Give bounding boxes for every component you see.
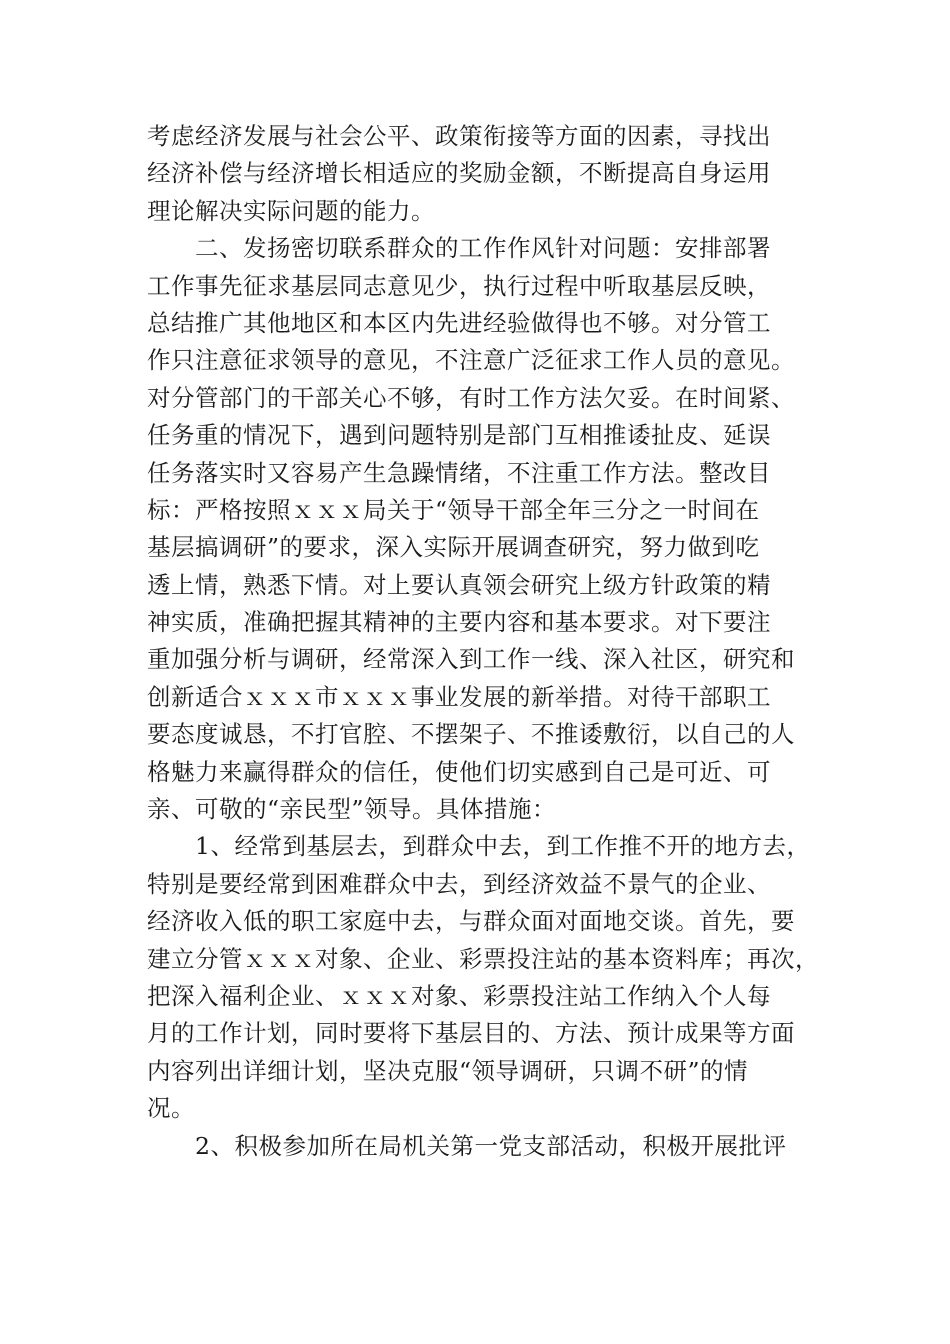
text-line: 透上情，熟悉下情。对上要认真领会研究上级方针政策的精 <box>147 570 771 599</box>
paragraph-first-line: 1、经常到基层去，到群众中去，到工作推不开的地方去， <box>195 832 811 861</box>
text-line: 月的工作计划，同时要将下基层目的、方法、预计成果等方面 <box>147 1019 795 1048</box>
text-line: 经济收入低的职工家庭中去，与群众面对面地交谈。首先，要 <box>147 907 795 936</box>
text-line: 考虑经济发展与社会公平、政策衔接等方面的因素，寻找出 <box>147 122 771 150</box>
text-line: 建立分管ｘｘｘ对象、企业、彩票投注站的基本资料库；再次， <box>147 944 819 973</box>
paragraph-first-line: 二、发扬密切联系群众的工作作风针对问题：安排部署 <box>195 234 771 263</box>
text-line: 任务落实时又容易产生急躁情绪，不注重工作方法。整改目 <box>147 458 771 487</box>
text-line: 亲、可敬的“亲民型”领导。具体措施： <box>147 795 557 824</box>
text-line: 况。 <box>147 1094 195 1123</box>
text-line: 重加强分析与调研，经常深入到工作一线、深入社区，研究和 <box>147 645 795 674</box>
text-line: 经济补偿与经济增长相适应的奖励金额，不断提高自身运用 <box>147 159 771 188</box>
text-line: 神实质，准确把握其精神的主要内容和基本要求。对下要注 <box>147 608 771 637</box>
text-line: 创新适合ｘｘｘ市ｘｘｘ事业发展的新举措。对待干部职工 <box>147 682 771 711</box>
text-line: 标：严格按照ｘｘｘ局关于“领导干部全年三分之一时间在 <box>147 495 760 524</box>
text-line: 把深入福利企业、ｘｘｘ对象、彩票投注站工作纳入个人每 <box>147 981 771 1010</box>
document-body <box>147 118 817 1165</box>
text-line: 工作事先征求基层同志意见少，执行过程中听取基层反映， <box>147 271 771 300</box>
paragraph-first-line: 2、积极参加所在局机关第一党支部活动，积极开展批评 <box>195 1131 787 1160</box>
text-line: 特别是要经常到困难群众中去，到经济效益不景气的企业、 <box>147 869 771 898</box>
text-line: 理论解决实际问题的能力。 <box>147 196 435 225</box>
text-line: 内容列出详细计划，坚决克服“领导调研，只调不研”的情 <box>147 1056 749 1085</box>
text-line: 格魅力来赢得群众的信任，使他们切实感到自己是可近、可 <box>147 757 771 786</box>
text-line: 任务重的情况下，遇到问题特别是部门互相推诿扯皮、延误 <box>147 421 771 450</box>
text-line: 总结推广其他地区和本区内先进经验做得也不够。对分管工 <box>147 308 771 337</box>
text-line: 基层搞调研”的要求，深入实际开展调查研究，努力做到吃 <box>147 533 760 562</box>
text-line: 要态度诚恳，不打官腔、不摆架子、不推诿敷衍，以自己的人 <box>147 720 795 749</box>
text-line: 对分管部门的干部关心不够，有时工作方法欠妥。在时间紧、 <box>147 383 795 412</box>
text-line: 作只注意征求领导的意见，不注意广泛征求工作人员的意见。 <box>147 346 795 375</box>
